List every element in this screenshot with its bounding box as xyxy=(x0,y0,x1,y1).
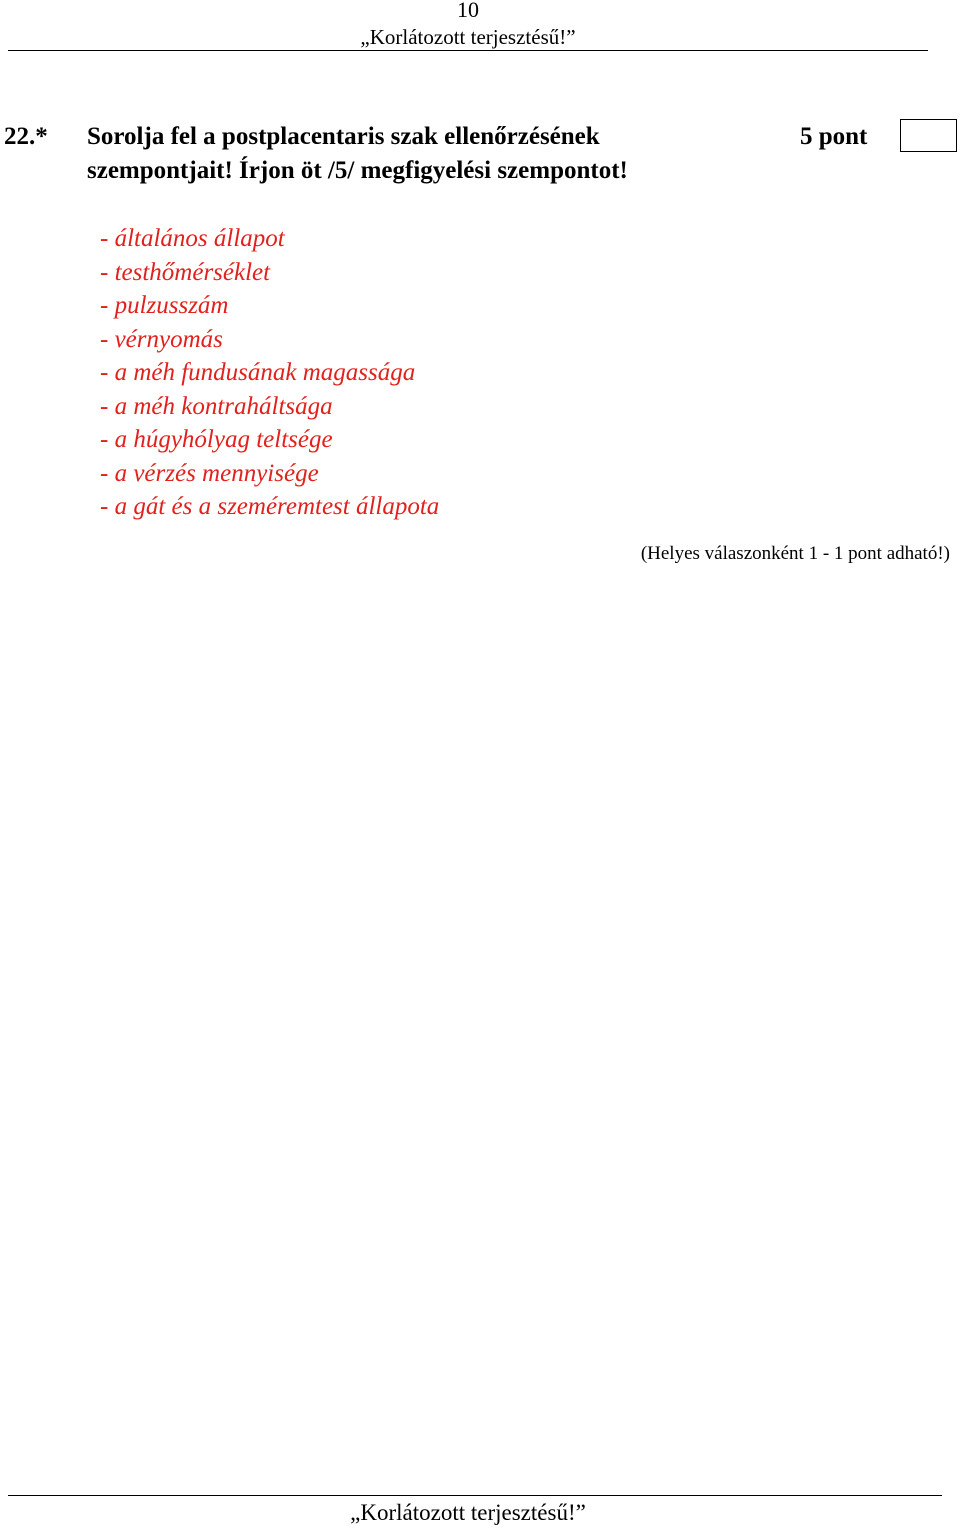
question-text xyxy=(87,120,787,188)
answer-item: - vérnyomás xyxy=(100,325,223,353)
header-distribution-notice: „Korlátozott terjesztésű!” xyxy=(8,24,928,51)
footer-distribution-notice: „Korlátozott terjesztésű!” xyxy=(350,1500,586,1525)
answer-item: - a húgyhólyag teltsége xyxy=(100,426,333,453)
answer-item: - testhőmérséklet xyxy=(100,258,271,286)
question-text-line-1: Sorolja fel a postplacentaris szak ellenőrzésének xyxy=(87,123,600,150)
answer-item: - a vérzés mennyisége xyxy=(100,459,319,487)
answer-item: - a méh kontraháltsága xyxy=(100,392,333,420)
answer-item: - a gát és a szeméremtest állapota xyxy=(100,493,440,520)
page-number: 10 xyxy=(457,0,479,22)
question-number: 22.* xyxy=(4,123,48,150)
score-entry-box[interactable] xyxy=(900,119,957,152)
footer-divider xyxy=(8,1495,942,1496)
answer-item: - általános állapot xyxy=(100,225,285,252)
question-text-line-2: szempontjait! Írjon öt /5/ megfigyelési szempontot! xyxy=(87,157,628,184)
answer-item: - a méh fundusának magassága xyxy=(100,359,416,386)
answer-item: - pulzusszám xyxy=(100,292,229,319)
answer-list xyxy=(100,222,439,524)
question-points: 5 pont xyxy=(800,123,868,150)
scoring-note: (Helyes válaszonként 1 - 1 pont adható!) xyxy=(640,543,950,564)
